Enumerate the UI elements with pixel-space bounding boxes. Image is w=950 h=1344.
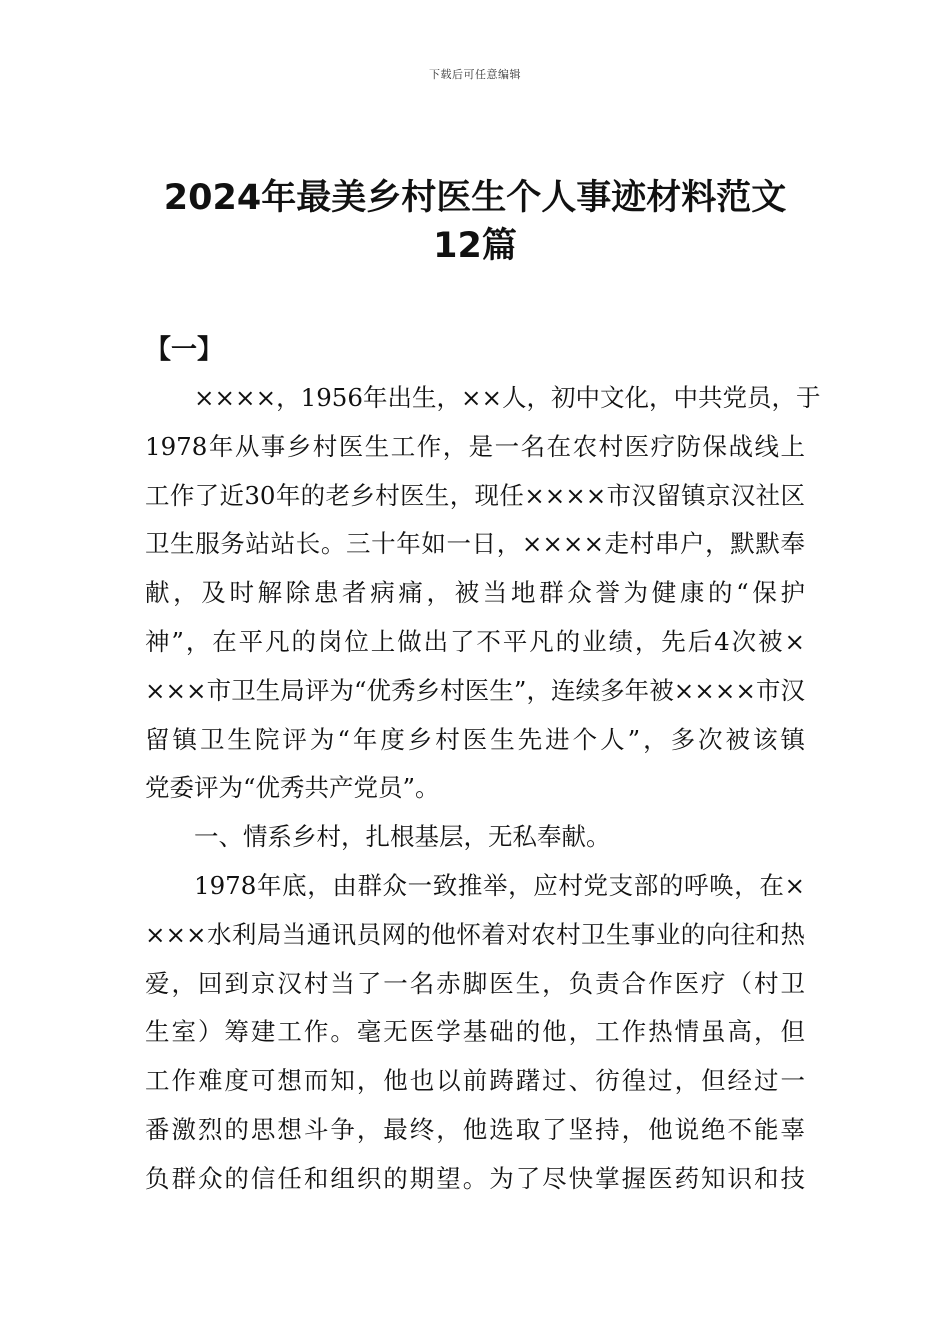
text-line: 1978年底，由群众一致推举，应村党支部的呼唤，在× [194,870,805,900]
text-line: 留镇卫生院评为“年度乡村医生先进个人”，多次被该镇 [145,724,805,754]
text-line: ×××水利局当通讯员网的他怀着对农村卫生事业的向往和热 [145,919,805,949]
body-text [145,374,821,1204]
header-note: 下载后可任意编辑 [429,68,521,81]
title-line-1: 2024年最美乡村医生个人事迹材料范文 [163,178,787,218]
text-line: 党委评为“优秀共产党员”。 [145,773,440,803]
subheading-line: 一、情系乡村，扎根基层，无私奉献。 [194,822,611,852]
text-line: ×××市卫生局评为“优秀乡村医生”，连续多年被××××市汉 [145,675,805,705]
text-line: 卫生服务站站长。三十年如一日，××××走村串户，默默奉 [145,529,805,559]
text-line: 献，及时解除患者病痛，被当地群众誉为健康的“保护 [145,578,805,608]
text-line: 生室）筹建工作。毫无医学基础的他，工作热情虽高，但 [145,1017,805,1047]
text-line: 1978年从事乡村医生工作，是一名在农村医疗防保战线上 [145,431,805,461]
text-line: ××××，1956年出生，××人，初中文化，中共党员，于 [194,383,821,412]
text-line: 番激烈的思想斗争，最终，他选取了坚持，他说绝不能辜 [145,1114,805,1144]
text-line: 爱，回到京汉村当了一名赤脚医生，负责合作医疗（村卫 [145,968,805,998]
text-line: 工作难度可想而知，他也以前踌躇过、彷徨过，但经过一 [145,1066,805,1096]
section-marker: 【一】 [145,335,224,365]
text-line: 负群众的信任和组织的期望。为了尽快掌握医药知识和技 [145,1163,805,1193]
document-title [100,174,850,270]
title-line-2: 12篇 [433,226,517,266]
text-line: 工作了近30年的老乡村医生，现任××××市汉留镇京汉社区 [145,480,805,510]
text-line: 神”，在平凡的岗位上做出了不平凡的业绩，先后4次被× [145,626,805,656]
